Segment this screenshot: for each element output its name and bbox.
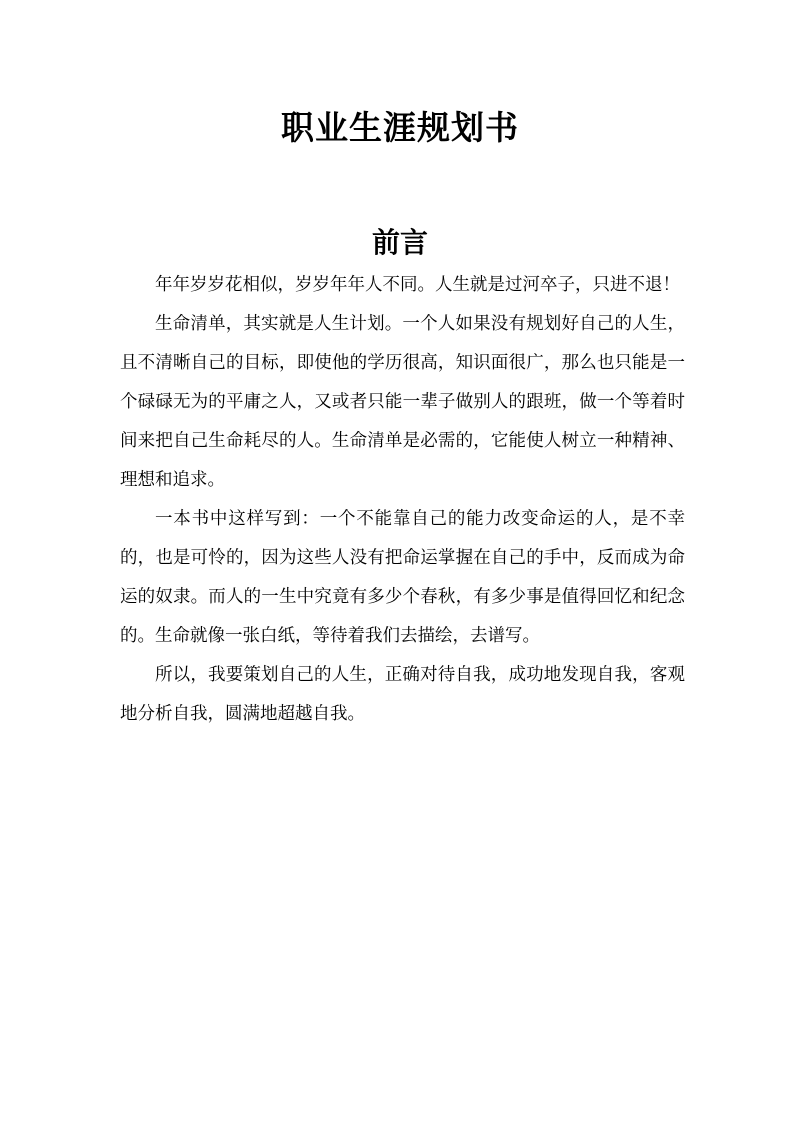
paragraph: 生命清单，其实就是人生计划。一个人如果没有规划好自己的人生，且不清晰自己的目标，即使他的学历很高，知识面很广，那么也只能是一个碌碌无为的平庸之人，又或者只能一辈子做别人的跟班，做一个等着时间来把自己生命耗尽的人。生命清单是必需的，它能使人树立一种精神、理想和追求。	[120, 314, 685, 490]
section-heading: 前言	[371, 226, 428, 259]
paragraph: 年年岁岁花相似，岁岁年年人不同。人生就是过河卒子，只进不退！	[155, 275, 680, 295]
paragraph: 所以，我要策划自己的人生，正确对待自我，成功地发现自我，客观地分析自我，圆满地超越自我。	[120, 665, 685, 724]
body-text	[120, 266, 685, 734]
paragraph: 一本书中这样写到：一个不能靠自己的能力改变命运的人，是不幸的，也是可怜的，因为这些人没有把命运掌握在自己的手中，反而成为命运的奴隶。而人的一生中究竟有多少个春秋，有多少事是值得回忆和纪念的。生命就像一张白纸，等待着我们去描绘，去谱写。	[120, 509, 685, 646]
document-title: 职业生涯规划书	[281, 108, 519, 147]
